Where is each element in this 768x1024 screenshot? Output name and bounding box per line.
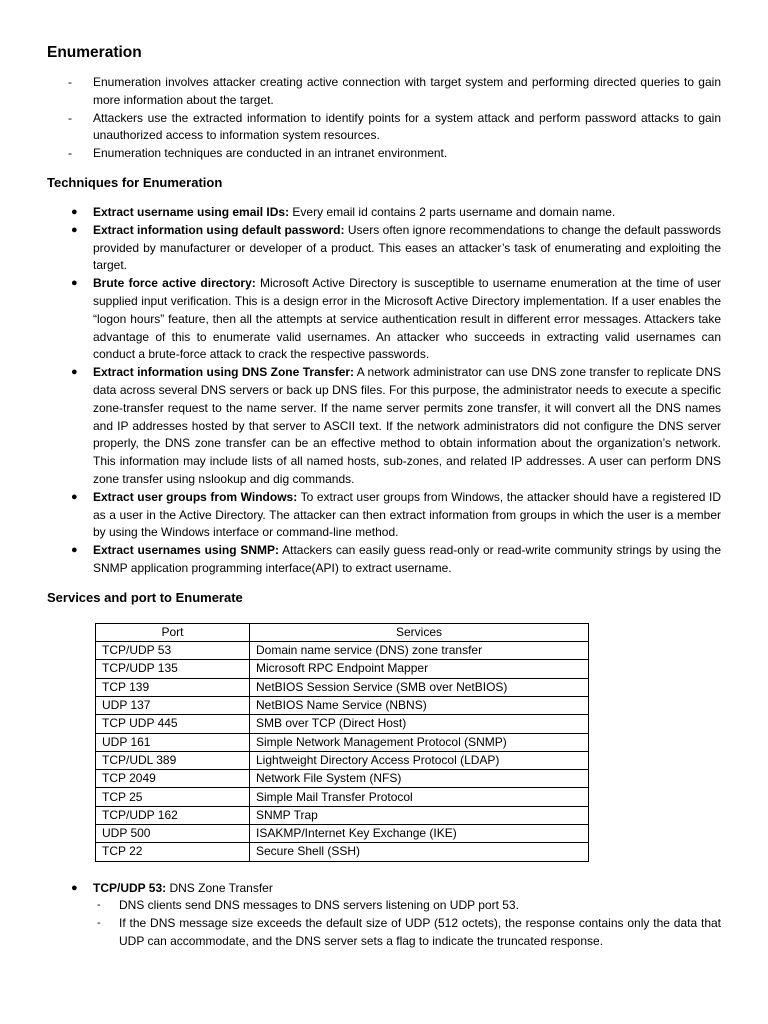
list-item: - Attackers use the extracted information to identify points for a system attack and perform password attacks to gain unauthorized access to information system resources. (68, 110, 721, 143)
service-cell: NetBIOS Session Service (SMB over NetBIOS) (250, 678, 589, 696)
table-row (96, 806, 589, 824)
list-item: ● Brute force active directory: Microsoft Active Directory is susceptible to username enumeration at the time of user supplied input verification. This is a design error in the Microsoft Active Directory implementation. If a user enables the “logon hours” feature, then all the attempts at service authentication result in different error messages. Attackers take advantage of this to enumerate valid usernames. An attacker who succeeds in extracting valid usernames can conduct a brute-force attack to crack the respective passwords. (71, 276, 721, 362)
table-row (96, 770, 589, 788)
section-heading-techniques: Techniques for Enumeration (47, 174, 223, 190)
table-row (96, 715, 589, 733)
document-page (47, 44, 721, 963)
list-item: ● Extract user groups from Windows: To extract user groups from Windows, the attacker should have a registered ID as a user in the Active Directory. The attacker can then extract information from groups in which the user is a member by using the Windows interface or command-line method. (71, 489, 721, 540)
list-item: - DNS clients send DNS messages to DNS servers listening on UDP port 53. (97, 898, 519, 913)
table-row (96, 642, 589, 660)
port-cell: UDP 500 (96, 824, 250, 842)
port-cell: TCP 2049 (96, 770, 250, 788)
list-item: - Enumeration involves attacker creating active connection with target system and performing directed queries to gain more information about the target. (68, 75, 721, 107)
service-cell: ISAKMP/Internet Key Exchange (IKE) (250, 824, 589, 842)
list-item: - If the DNS message size exceeds the default size of UDP (512 octets), the response contains only the data that UDP can accommodate, and the DNS server sets a flag to indicate the truncated response. (97, 916, 721, 948)
list-item: ● TCP/UDP 53: DNS Zone Transfer - DNS clients send DNS messages to DNS servers listening on UDP port 53. - If the DNS message size exceeds the default size of UDP (512 octets), the response contains only the data that UDP can accommodate, and the DNS server sets a flag to indicate the truncated response. (47, 880, 721, 951)
table-row (96, 733, 589, 751)
list-item: ● Extract information using DNS Zone Transfer: A network administrator can use DNS zone transfer to replicate DNS data across several DNS servers or back up DNS files. For this purpose, the administrator needs to execute a specific zone-transfer request to the name server. If the name server permits zone transfer, it will convert all the DNS names and IP addresses hosted by that server to ASCII text. If the network administrators did not configure the DNS server properly, the DNS zone transfer can be an effective method to obtain information about the organization’s network. This information may include lists of all named hosts, sub-zones, and related IP addresses. A user can perform DNS zone transfer using nslookup and dig commands. (71, 365, 721, 486)
table-row (96, 751, 589, 769)
intro-list (47, 74, 721, 163)
port-cell: TCP 25 (96, 788, 250, 806)
column-header-port: Port (96, 623, 250, 641)
table-row (96, 678, 589, 696)
list-item: ● Extract usernames using SNMP: Attackers can easily guess read-only or read-write community strings by using the SNMP application programming interface(API) to extract username. (71, 543, 721, 575)
service-cell: Lightweight Directory Access Protocol (LDAP) (250, 751, 589, 769)
list-item: - Enumeration techniques are conducted in an intranet environment. (68, 146, 448, 161)
port-cell: TCP/UDP 162 (96, 806, 250, 824)
service-cell: NetBIOS Name Service (NBNS) (250, 696, 589, 714)
service-cell: SNMP Trap (250, 806, 589, 824)
table-row (96, 824, 589, 842)
detail-sub-list (93, 897, 721, 950)
list-item: ● Extract username using email IDs: Every email id contains 2 parts username and domain name. (71, 204, 616, 219)
port-cell: UDP 161 (96, 733, 250, 751)
column-header-services: Services (250, 623, 589, 641)
port-cell: TCP 139 (96, 678, 250, 696)
service-cell: Simple Network Management Protocol (SNMP) (250, 733, 589, 751)
service-cell: Simple Mail Transfer Protocol (250, 788, 589, 806)
service-cell: Network File System (NFS) (250, 770, 589, 788)
service-cell: Secure Shell (SSH) (250, 843, 589, 861)
port-detail-list (47, 880, 721, 951)
techniques-list (47, 204, 721, 578)
port-cell: TCP UDP 445 (96, 715, 250, 733)
list-item: ● Extract information using default password: Users often ignore recommendations to change the default passwords provided by manufacturer or developer of a product. This eases an attacker’s task of enumerating and exploiting the target. (71, 222, 721, 273)
port-cell: TCP/UDP 53 (96, 642, 250, 660)
page-title: Enumeration (47, 44, 142, 61)
port-cell: TCP 22 (96, 843, 250, 861)
service-cell: SMB over TCP (Direct Host) (250, 715, 589, 733)
ports-table (95, 623, 589, 862)
port-cell: TCP/UDL 389 (96, 751, 250, 769)
port-cell: UDP 137 (96, 696, 250, 714)
service-cell: Domain name service (DNS) zone transfer (250, 642, 589, 660)
service-cell: Microsoft RPC Endpoint Mapper (250, 660, 589, 678)
table-row (96, 660, 589, 678)
section-heading-services: Services and port to Enumerate (47, 589, 243, 605)
port-cell: TCP/UDP 135 (96, 660, 250, 678)
table-row (96, 788, 589, 806)
table-row (96, 843, 589, 861)
table-row (96, 696, 589, 714)
table-header-row (96, 623, 589, 641)
